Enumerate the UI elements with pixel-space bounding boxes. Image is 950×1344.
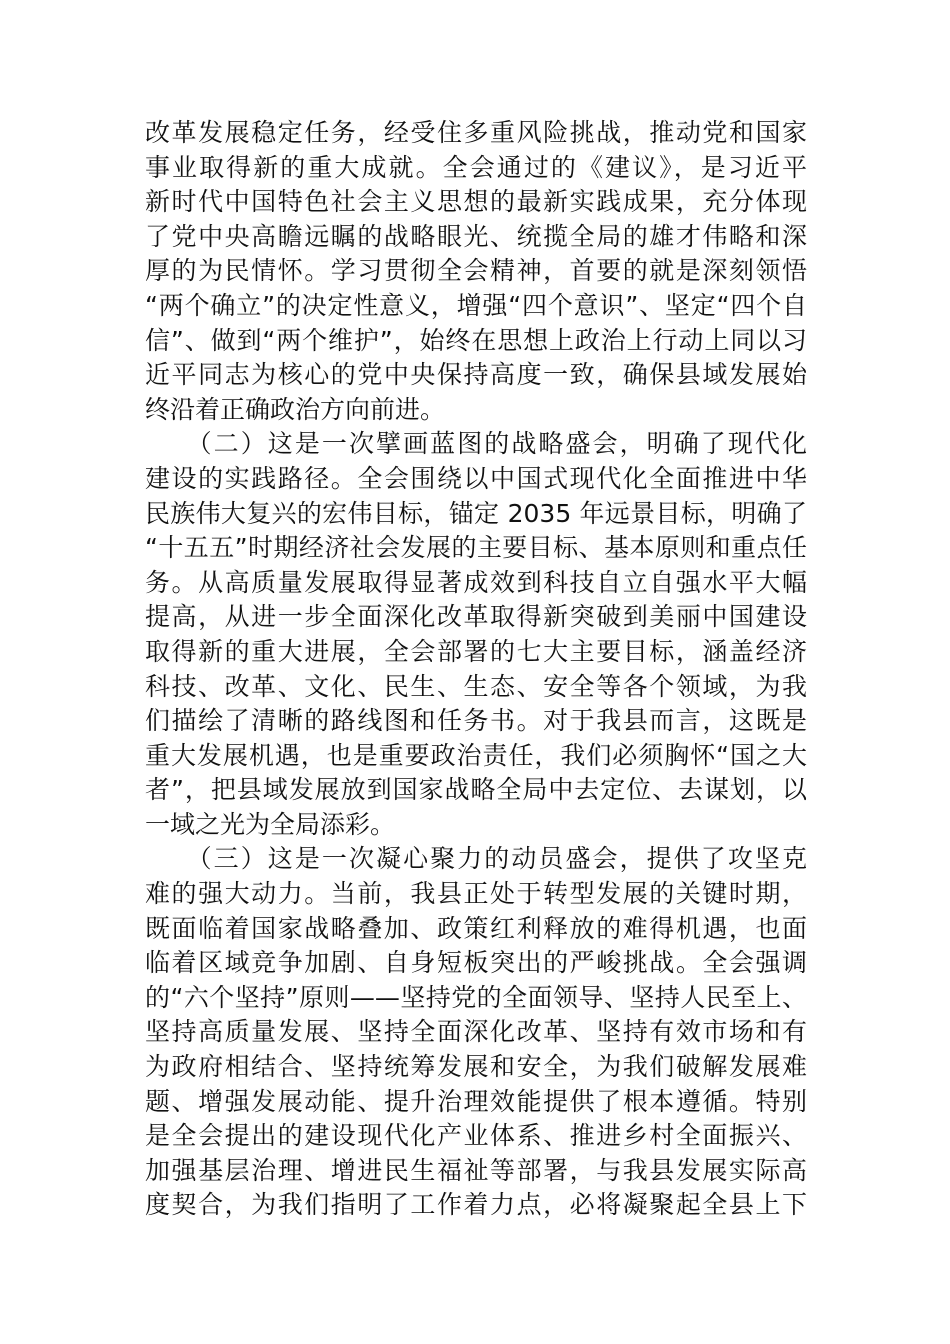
text-line: 们描绘了清晰的路线图和任务书。对于我县而言，这既是 xyxy=(145,706,807,736)
text-line: 新时代中国特色社会主义思想的最新实践成果，充分体现 xyxy=(145,187,807,217)
paragraph-1-continued xyxy=(145,116,807,427)
text-line: 为政府相结合、坚持统筹发展和安全，为我们破解发展难 xyxy=(145,1052,807,1082)
text-line: 厚的为民情怀。学习贯彻全会精神，首要的就是深刻领悟 xyxy=(145,256,807,286)
text-line: （二）这是一次擘画蓝图的战略盛会，明确了现代化 xyxy=(145,429,807,459)
text-line: 难的强大动力。当前，我县正处于转型发展的关键时期， xyxy=(145,879,807,909)
text-line: “十五五”时期经济社会发展的主要目标、基本原则和重点任 xyxy=(145,533,807,563)
text-line: 是全会提出的建设现代化产业体系、推进乡村全面振兴、 xyxy=(145,1121,807,1151)
text-line: 度契合，为我们指明了工作着力点，必将凝聚起全县上下 xyxy=(145,1190,807,1220)
text-line: 民族伟大复兴的宏伟目标，锚定 2035 年远景目标，明确了 xyxy=(145,498,807,528)
text-line: 坚持高质量发展、坚持全面深化改革、坚持有效市场和有 xyxy=(145,1017,807,1047)
text-line: 建设的实践路径。全会围绕以中国式现代化全面推进中华 xyxy=(145,463,807,493)
text-line: 既面临着国家战略叠加、政策红利释放的难得机遇，也面 xyxy=(145,913,807,943)
paragraph-2 xyxy=(145,427,807,842)
text-line: （三）这是一次凝心聚力的动员盛会，提供了攻坚克 xyxy=(145,844,807,874)
text-line: “两个确立”的决定性意义，增强“四个意识”、坚定“四个自 xyxy=(145,290,807,320)
text-line: 了党中央高瞻远瞩的战略眼光、统揽全局的雄才伟略和深 xyxy=(145,221,807,251)
text-line: 改革发展稳定任务，经受住多重风险挑战，推动党和国家 xyxy=(145,118,807,147)
text-line: 一域之光为全局添彩。 xyxy=(145,809,396,839)
paragraph-3 xyxy=(145,842,807,1223)
text-line: 取得新的重大进展，全会部署的七大主要目标，涵盖经济 xyxy=(145,636,807,666)
text-line: 信”、做到“两个维护”，始终在思想上政治上行动上同以习 xyxy=(145,325,807,355)
text-line: 的“六个坚持”原则——坚持党的全面领导、坚持人民至上、 xyxy=(145,982,807,1012)
text-line: 题、增强发展动能、提升治理效能提供了根本遵循。特别 xyxy=(145,1086,807,1116)
text-line: 者”，把县域发展放到国家战略全局中去定位、去谋划，以 xyxy=(145,775,807,805)
text-line: 加强基层治理、增进民生福祉等部署，与我县发展实际高 xyxy=(145,1155,807,1185)
text-line: 重大发展机遇，也是重要政治责任，我们必须胸怀“国之大 xyxy=(145,740,807,770)
text-line: 科技、改革、文化、民生、生态、安全等各个领域，为我 xyxy=(145,671,807,701)
document-page xyxy=(145,116,807,1223)
text-line: 事业取得新的重大成就。全会通过的《建议》，是习近平 xyxy=(145,152,807,182)
text-line: 终沿着正确政治方向前进。 xyxy=(145,394,446,424)
text-line: 务。从高质量发展取得显著成效到科技自立自强水平大幅 xyxy=(145,567,807,597)
text-line: 临着区域竞争加剧、自身短板突出的严峻挑战。全会强调 xyxy=(145,948,807,978)
text-line: 提高，从进一步全面深化改革取得新突破到美丽中国建设 xyxy=(145,602,807,632)
text-line: 近平同志为核心的党中央保持高度一致，确保县域发展始 xyxy=(145,360,807,390)
